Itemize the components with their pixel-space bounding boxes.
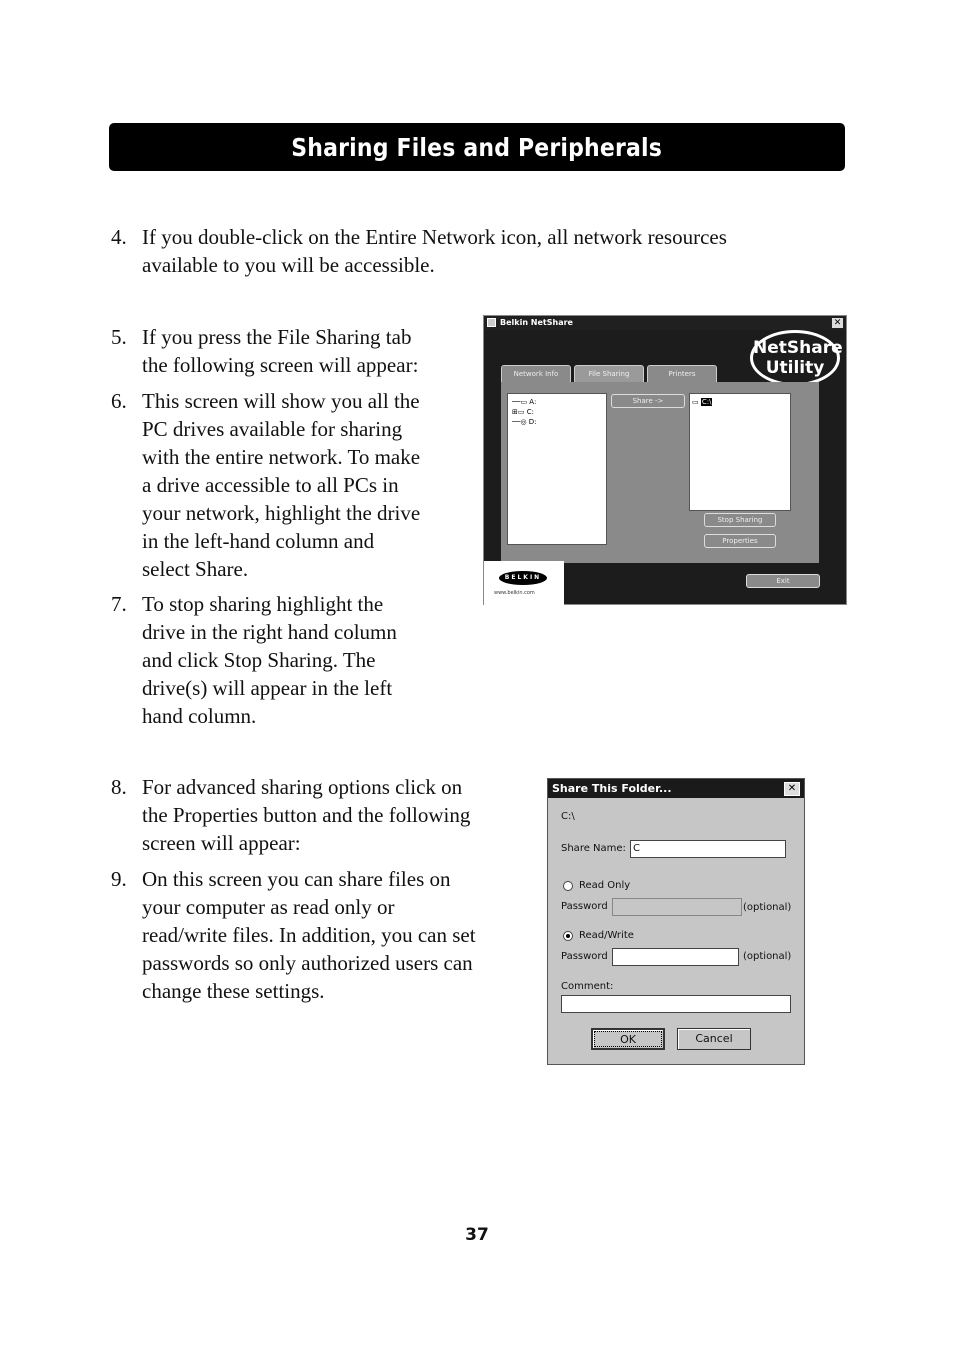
belkin-url: www.belkin.com bbox=[494, 590, 535, 596]
step-number: 4. bbox=[111, 225, 127, 249]
comment-label: Comment: bbox=[561, 981, 614, 992]
step-line: If you press the File Sharing tab bbox=[142, 325, 412, 349]
step-line: change these settings. bbox=[142, 979, 325, 1003]
step-line: a drive accessible to all PCs in bbox=[142, 473, 399, 497]
step-number: 7. bbox=[111, 592, 127, 616]
step-number: 6. bbox=[111, 389, 127, 413]
hard-drive-icon: ▭ bbox=[692, 398, 699, 406]
step-line: On this screen you can share files on bbox=[142, 867, 451, 891]
step-number: 9. bbox=[111, 867, 127, 891]
step-line: This screen will show you all the bbox=[142, 389, 420, 413]
step-line: your network, highlight the drive bbox=[142, 501, 421, 525]
exit-button[interactable]: Exit bbox=[746, 574, 820, 588]
radio-selected-dot bbox=[566, 934, 570, 938]
step-line: in the left-hand column and bbox=[142, 529, 375, 553]
folder-path: C:\ bbox=[561, 811, 575, 822]
netshare-titlebar bbox=[484, 316, 846, 330]
tab-printers[interactable]: Printers bbox=[647, 365, 717, 382]
step-line: drive(s) will appear in the left bbox=[142, 676, 393, 700]
read-write-radio[interactable] bbox=[563, 931, 573, 941]
page-number: 37 bbox=[465, 1225, 489, 1245]
share-name-input[interactable]: C bbox=[630, 840, 786, 858]
belkin-logo: BELKIN bbox=[499, 571, 547, 585]
file-sharing-panel bbox=[501, 382, 819, 563]
step-line: hand column. bbox=[142, 704, 257, 728]
step-line: available to you will be accessible. bbox=[142, 253, 435, 277]
step-line: select Share. bbox=[142, 557, 249, 581]
step-line: with the entire network. To make bbox=[142, 445, 421, 469]
ok-button[interactable]: OK bbox=[591, 1028, 665, 1050]
read-write-password-label: Password bbox=[561, 951, 608, 962]
page-title: Sharing Files and Peripherals bbox=[291, 132, 663, 162]
properties-button[interactable]: Properties bbox=[704, 534, 776, 548]
cd-drive-icon: ◎ bbox=[520, 418, 527, 426]
step-line: For advanced sharing options click on bbox=[142, 775, 463, 799]
close-icon[interactable]: ✕ bbox=[784, 782, 800, 796]
netshare-logo bbox=[750, 330, 843, 386]
tab-file-sharing[interactable]: File Sharing bbox=[574, 365, 644, 382]
cancel-button[interactable]: Cancel bbox=[677, 1028, 751, 1050]
step-line: To stop sharing highlight the bbox=[142, 592, 384, 616]
step-line: drive in the right hand column bbox=[142, 620, 397, 644]
hard-drive-icon: ▭ bbox=[517, 408, 525, 416]
shared-drives-list[interactable] bbox=[689, 393, 791, 511]
step-line: your computer as read only or bbox=[142, 895, 395, 919]
dialog-titlebar bbox=[548, 779, 804, 798]
read-only-label: Read Only bbox=[579, 880, 631, 891]
step-line: the following screen will appear: bbox=[142, 353, 419, 377]
app-icon bbox=[487, 318, 496, 327]
read-write-password-input[interactable] bbox=[612, 948, 739, 966]
read-write-optional-note: (optional) bbox=[743, 951, 792, 962]
read-only-password-label: Password bbox=[561, 901, 608, 912]
step-number: 8. bbox=[111, 775, 127, 799]
step-line: read/write files. In addition, you can set bbox=[142, 923, 476, 947]
step-line: screen will appear: bbox=[142, 831, 301, 855]
drive-item-d[interactable]: ──◎ D: bbox=[512, 418, 537, 426]
expand-icon[interactable]: ⊞ bbox=[512, 408, 518, 416]
read-only-radio[interactable] bbox=[563, 881, 573, 891]
drive-item-a[interactable]: ──▭ A: bbox=[512, 398, 537, 406]
logo-line: Utility bbox=[765, 358, 825, 378]
read-only-optional-note: (optional) bbox=[743, 902, 792, 913]
netshare-window-title: Belkin NetShare bbox=[500, 318, 573, 327]
step-number: 5. bbox=[111, 325, 127, 349]
stop-sharing-button[interactable]: Stop Sharing bbox=[704, 513, 776, 527]
logo-line: NetShare bbox=[753, 338, 843, 358]
share-button[interactable]: Share -> bbox=[611, 394, 685, 408]
available-drives-list[interactable] bbox=[507, 393, 607, 545]
share-folder-dialog bbox=[547, 778, 805, 1065]
step-line: and click Stop Sharing. The bbox=[142, 648, 376, 672]
step-line: PC drives available for sharing bbox=[142, 417, 403, 441]
tab-network-info[interactable]: Network Info bbox=[501, 365, 571, 382]
close-icon[interactable]: ✕ bbox=[833, 318, 842, 328]
section-banner bbox=[109, 123, 845, 171]
comment-input[interactable] bbox=[561, 995, 791, 1013]
share-name-label: Share Name: bbox=[561, 843, 626, 854]
read-write-label: Read/Write bbox=[579, 930, 634, 941]
read-only-password-input[interactable] bbox=[612, 898, 742, 916]
drive-item-c[interactable]: ⊞▭ C: bbox=[512, 408, 534, 416]
shared-item-c[interactable]: ▭ C:\ bbox=[692, 398, 712, 406]
belkin-logo-area bbox=[484, 561, 564, 605]
step-line: the Properties button and the following bbox=[142, 803, 471, 827]
dialog-title: Share This Folder... bbox=[552, 782, 672, 795]
step-line: If you double-click on the Entire Network icon, all network resources bbox=[142, 225, 727, 249]
netshare-window bbox=[483, 315, 847, 605]
step-line: passwords so only authorized users can bbox=[142, 951, 473, 975]
floppy-drive-icon: ▭ bbox=[520, 398, 528, 406]
